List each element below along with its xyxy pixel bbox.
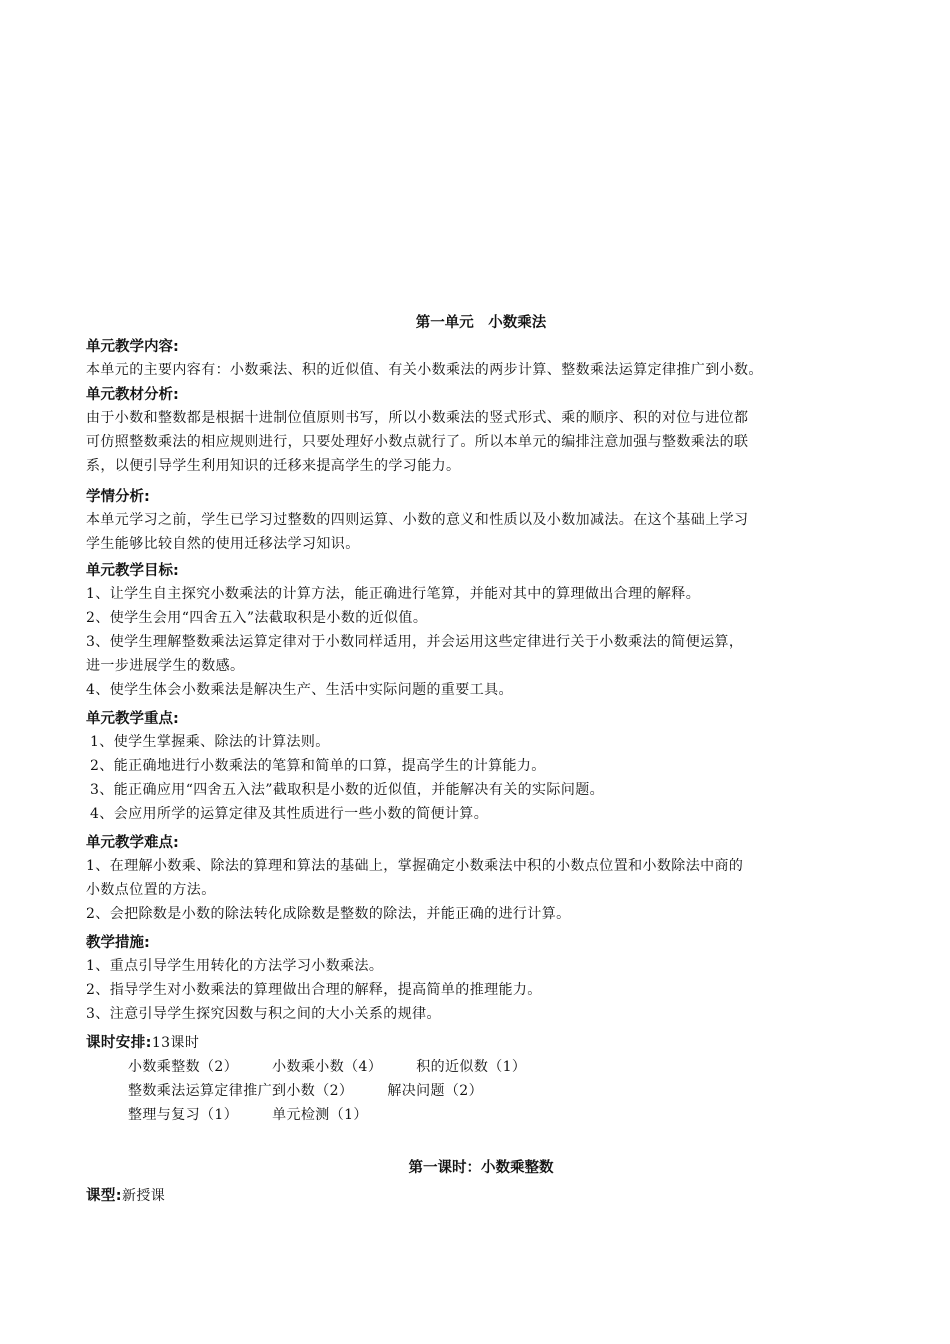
schedule-header bbox=[86, 1031, 876, 1055]
list-item: 2、使学生会用“四舍五入”法截取积是小数的近似值。 bbox=[86, 610, 428, 626]
paragraph-line: 学生能够比较自然的使用迁移法学习知识。 bbox=[86, 536, 360, 552]
list-item-continuation: 进一步进展学生的数感。 bbox=[86, 658, 245, 674]
lesson-title: 第一课时：小数乘整数 bbox=[408, 1160, 554, 1176]
paragraph-line: 本单元的主要内容有：小数乘法、积的近似值、有关小数乘法的两步计算、整数乘法运算定律推广到小数。 bbox=[86, 362, 763, 378]
section-heading: 教学措施: bbox=[86, 935, 150, 951]
schedule-total: 13课时 bbox=[151, 1035, 200, 1051]
list-item: 1、让学生自主探究小数乘法的计算方法，能正确进行笔算，并能对其中的算理做出合理的解释。 bbox=[86, 586, 701, 602]
section-difficulties bbox=[86, 832, 876, 926]
section-goals bbox=[86, 560, 876, 702]
section-measures bbox=[86, 932, 876, 1026]
paragraph-line: 系，以便引导学生利用知识的迁移来提高学生的学习能力。 bbox=[86, 458, 461, 474]
schedule-item: 解决问题（2） bbox=[387, 1083, 484, 1099]
schedule-row bbox=[86, 1055, 876, 1079]
list-item-continuation: 小数点位置的方法。 bbox=[86, 882, 216, 898]
schedule-item: 小数乘小数（4） bbox=[272, 1059, 383, 1075]
section-heading: 学情分析: bbox=[86, 489, 150, 505]
list-item: 1、重点引导学生用转化的方法学习小数乘法。 bbox=[86, 958, 384, 974]
list-item: 3、使学生理解整数乘法运算定律对于小数同样适用，并会运用这些定律进行关于小数乘法的简便运算， bbox=[86, 634, 744, 650]
section-heading: 单元教学难点: bbox=[86, 835, 179, 851]
section-heading: 单元教学目标: bbox=[86, 563, 179, 579]
lesson-type bbox=[86, 1184, 876, 1208]
list-item: 4、使学生体会小数乘法是解决生产、生活中实际问题的重要工具。 bbox=[86, 682, 513, 698]
list-item: 1、在理解小数乘、除法的算理和算法的基础上，掌握确定小数乘法中积的小数点位置和小数除法中商的 bbox=[86, 858, 744, 874]
paragraph-line: 可仿照整数乘法的相应规则进行，只要处理好小数点就行了。所以本单元的编排注意加强与整数乘法的联 bbox=[86, 434, 749, 450]
section-material bbox=[86, 384, 876, 478]
schedule-item: 单元检测（1） bbox=[272, 1107, 368, 1123]
section-heading: 单元教学内容: bbox=[86, 339, 179, 355]
lesson-type-value: 新授课 bbox=[122, 1188, 166, 1204]
lesson-type-label: 课型: bbox=[86, 1188, 122, 1204]
section-schedule bbox=[86, 1031, 876, 1127]
schedule-row bbox=[86, 1103, 876, 1127]
schedule-item: 整数乘法运算定律推广到小数（2） bbox=[128, 1083, 354, 1099]
schedule-row bbox=[86, 1079, 876, 1103]
section-learners bbox=[86, 486, 876, 556]
schedule-item: 积的近似数（1） bbox=[416, 1059, 527, 1075]
schedule-item: 小数乘整数（2） bbox=[128, 1059, 239, 1075]
list-item: 3、能正确应用“四舍五入法”截取积是小数的近似值，并能解决有关的实际问题。 bbox=[90, 782, 605, 798]
list-item: 3、注意引导学生探究因数与积之间的大小关系的规律。 bbox=[86, 1006, 441, 1022]
schedule-item: 整理与复习（1） bbox=[128, 1107, 239, 1123]
paragraph-line: 本单元学习之前，学生已学习过整数的四则运算、小数的意义和性质以及小数加减法。在这个基础上学习 bbox=[86, 512, 749, 528]
section-heading: 单元教学重点: bbox=[86, 711, 179, 727]
list-item: 2、能正确地进行小数乘法的笔算和简单的口算，提高学生的计算能力。 bbox=[90, 758, 546, 774]
section-content bbox=[86, 336, 876, 382]
section-key-points bbox=[86, 708, 876, 826]
list-item: 2、会把除数是小数的除法转化成除数是整数的除法，并能正确的进行计算。 bbox=[86, 906, 571, 922]
unit-title: 第一单元 小数乘法 bbox=[415, 315, 547, 331]
section-heading: 单元教材分析: bbox=[86, 387, 179, 403]
section-heading: 课时安排: bbox=[86, 1035, 152, 1051]
list-item: 4、会应用所学的运算定律及其性质进行一些小数的简便计算。 bbox=[90, 806, 489, 822]
list-item: 1、使学生掌握乘、除法的计算法则。 bbox=[90, 734, 330, 750]
list-item: 2、指导学生对小数乘法的算理做出合理的解释，提高简单的推理能力。 bbox=[86, 982, 542, 998]
paragraph-line: 由于小数和整数都是根据十进制位值原则书写，所以小数乘法的竖式形式、乘的顺序、积的对位与进位都 bbox=[86, 410, 749, 426]
